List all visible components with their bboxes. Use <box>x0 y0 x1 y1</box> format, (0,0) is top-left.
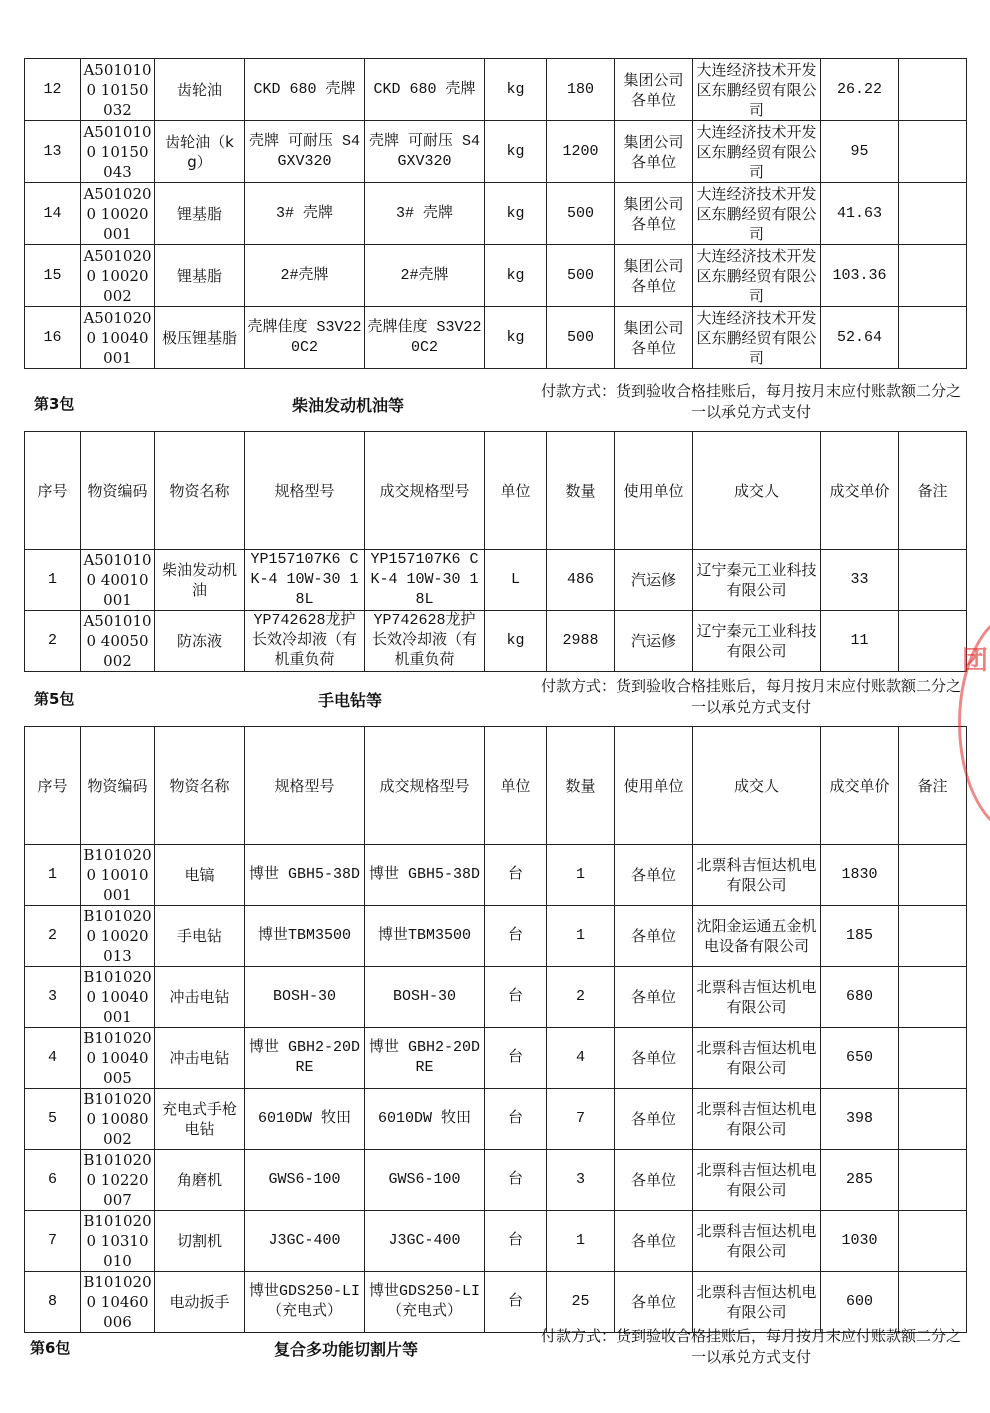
material-code-cell: A5010100 40050002 <box>81 611 155 672</box>
material-name-cell: 极压锂基脂 <box>155 307 245 369</box>
material-code-cell: A5010200 10020002 <box>81 245 155 307</box>
unit-price-cell: 680 <box>821 967 899 1028</box>
package-3-payment-terms: 付款方式：货到验收合格挂账后，每月按月末应付账款额二分之一以承兑方式支付 <box>540 382 961 421</box>
unit-cell: L <box>485 550 547 611</box>
deal-specification-cell: YP742628龙护长效冷却液（有机重负荷 <box>365 611 485 672</box>
unit-cell: 台 <box>485 1211 547 1272</box>
unit-cell: 台 <box>485 845 547 906</box>
material-code-cell: B1010200 10080002 <box>81 1089 155 1150</box>
row-number-cell: 15 <box>25 245 81 307</box>
material-name-cell: 角磨机 <box>155 1150 245 1211</box>
table-row <box>25 906 967 967</box>
quantity-cell: 1 <box>547 1211 615 1272</box>
row-number-cell: 16 <box>25 307 81 369</box>
unit-cell: 台 <box>485 906 547 967</box>
package-5-table <box>24 726 967 1333</box>
vendor-cell: 沈阳金运通五金机电设备有限公司 <box>693 906 821 967</box>
row-number-cell: 14 <box>25 183 81 245</box>
vendor-cell: 辽宁秦元工业科技有限公司 <box>693 611 821 672</box>
material-name-cell: 切割机 <box>155 1211 245 1272</box>
material-code-cell: B1010200 10020013 <box>81 906 155 967</box>
remarks-cell <box>899 1211 967 1272</box>
remarks-cell <box>899 121 967 183</box>
table-row <box>25 845 967 906</box>
deal-specification-cell: J3GC-400 <box>365 1211 485 1272</box>
row-number-cell: 2 <box>25 611 81 672</box>
table-row <box>25 59 967 121</box>
row-number-cell: 6 <box>25 1150 81 1211</box>
header-material-name: 物资名称 <box>155 432 245 550</box>
using-unit-cell: 各单位 <box>615 1028 693 1089</box>
quantity-cell: 500 <box>547 245 615 307</box>
package-6-payment-terms: 付款方式：货到验收合格挂账后，每月按月末应付账款额二分之一以承兑方式支付 <box>540 1327 961 1366</box>
material-code-cell: B1010200 10010001 <box>81 845 155 906</box>
quantity-cell: 2988 <box>547 611 615 672</box>
row-number-cell: 2 <box>25 906 81 967</box>
quantity-cell: 500 <box>547 307 615 369</box>
remarks-cell <box>899 1028 967 1089</box>
using-unit-cell: 汽运修 <box>615 611 693 672</box>
unit-price-cell: 185 <box>821 906 899 967</box>
row-number-cell: 12 <box>25 59 81 121</box>
quantity-cell: 4 <box>547 1028 615 1089</box>
specification-cell: 2#壳牌 <box>245 245 365 307</box>
using-unit-cell: 集团公司各单位 <box>615 59 693 121</box>
quantity-cell: 500 <box>547 183 615 245</box>
specification-cell: 博世TBM3500 <box>245 906 365 967</box>
header-row-number: 序号 <box>25 727 81 845</box>
header-quantity: 数量 <box>547 432 615 550</box>
package-3-label: 第3包 <box>34 395 75 413</box>
material-code-cell: A5010200 10020001 <box>81 183 155 245</box>
material-name-cell: 锂基脂 <box>155 245 245 307</box>
unit-cell: 台 <box>485 1089 547 1150</box>
remarks-cell <box>899 1089 967 1150</box>
deal-specification-cell: YP157107K6 CK-4 10W-30 18L <box>365 550 485 611</box>
deal-specification-cell: 壳牌佳度 S3V220C2 <box>365 307 485 369</box>
deal-specification-cell: GWS6-100 <box>365 1150 485 1211</box>
material-name-cell: 电镐 <box>155 845 245 906</box>
deal-specification-cell: 3# 壳牌 <box>365 183 485 245</box>
table-row <box>25 121 967 183</box>
header-unit-price: 成交单价 <box>821 727 899 845</box>
remarks-cell <box>899 245 967 307</box>
deal-specification-cell: 博世 GBH5-38D <box>365 845 485 906</box>
table-row <box>25 1272 967 1333</box>
quantity-cell: 486 <box>547 550 615 611</box>
specification-cell: GWS6-100 <box>245 1150 365 1211</box>
header-unit: 单位 <box>485 727 547 845</box>
material-name-cell: 冲击电钻 <box>155 1028 245 1089</box>
row-number-cell: 8 <box>25 1272 81 1333</box>
using-unit-cell: 各单位 <box>615 1272 693 1333</box>
specification-cell: YP157107K6 CK-4 10W-30 18L <box>245 550 365 611</box>
table-row <box>25 611 967 672</box>
material-code-cell: B1010200 10040001 <box>81 967 155 1028</box>
quantity-cell: 1 <box>547 845 615 906</box>
using-unit-cell: 集团公司各单位 <box>615 245 693 307</box>
unit-price-cell: 285 <box>821 1150 899 1211</box>
quantity-cell: 7 <box>547 1089 615 1150</box>
material-code-cell: B1010200 10310010 <box>81 1211 155 1272</box>
row-number-cell: 1 <box>25 845 81 906</box>
material-name-cell: 齿轮油 <box>155 59 245 121</box>
unit-price-cell: 650 <box>821 1028 899 1089</box>
unit-cell: 台 <box>485 1028 547 1089</box>
using-unit-cell: 各单位 <box>615 845 693 906</box>
material-code-cell: B1010200 10460006 <box>81 1272 155 1333</box>
material-name-cell: 手电钻 <box>155 906 245 967</box>
package-3-table <box>24 431 967 672</box>
header-specification: 规格型号 <box>245 727 365 845</box>
unit-cell: kg <box>485 611 547 672</box>
unit-price-cell: 398 <box>821 1089 899 1150</box>
specification-cell: BOSH-30 <box>245 967 365 1028</box>
specification-cell: 6010DW 牧田 <box>245 1089 365 1150</box>
deal-specification-cell: 博世GDS250-LI（充电式） <box>365 1272 485 1333</box>
header-deal-specification: 成交规格型号 <box>365 432 485 550</box>
vendor-cell: 大连经济技术开发区东鹏经贸有限公司 <box>693 121 821 183</box>
header-quantity: 数量 <box>547 727 615 845</box>
deal-specification-cell: 2#壳牌 <box>365 245 485 307</box>
vendor-cell: 北票科吉恒达机电有限公司 <box>693 1211 821 1272</box>
using-unit-cell: 各单位 <box>615 1211 693 1272</box>
unit-price-cell: 33 <box>821 550 899 611</box>
specification-cell: 博世 GBH5-38D <box>245 845 365 906</box>
remarks-cell <box>899 1272 967 1333</box>
material-code-cell: A5010100 10150032 <box>81 59 155 121</box>
unit-price-cell: 103.36 <box>821 245 899 307</box>
vendor-cell: 大连经济技术开发区东鹏经贸有限公司 <box>693 245 821 307</box>
specification-cell: 博世 GBH2-20DRE <box>245 1028 365 1089</box>
vendor-cell: 北票科吉恒达机电有限公司 <box>693 1272 821 1333</box>
material-code-cell: A5010100 10150043 <box>81 121 155 183</box>
using-unit-cell: 集团公司各单位 <box>615 183 693 245</box>
unit-price-cell: 600 <box>821 1272 899 1333</box>
package-5-payment-terms: 付款方式：货到验收合格挂账后，每月按月末应付账款额二分之一以承兑方式支付 <box>540 677 961 716</box>
vendor-cell: 北票科吉恒达机电有限公司 <box>693 967 821 1028</box>
table-row <box>25 1150 967 1211</box>
material-name-cell: 齿轮油（kg） <box>155 121 245 183</box>
deal-specification-cell: 壳牌 可耐压 S4GXV320 <box>365 121 485 183</box>
package-6-title: 复合多功能切割片等 <box>274 1340 419 1359</box>
material-name-cell: 防冻液 <box>155 611 245 672</box>
unit-cell: 台 <box>485 1150 547 1211</box>
row-number-cell: 1 <box>25 550 81 611</box>
remarks-cell <box>899 1150 967 1211</box>
using-unit-cell: 汽运修 <box>615 550 693 611</box>
material-code-cell: B1010200 10040005 <box>81 1028 155 1089</box>
specification-cell: 3# 壳牌 <box>245 183 365 245</box>
table-row <box>25 967 967 1028</box>
vendor-cell: 北票科吉恒达机电有限公司 <box>693 1089 821 1150</box>
material-code-cell: A5010200 10040001 <box>81 307 155 369</box>
top-table <box>24 58 967 369</box>
material-code-cell: A5010100 40010001 <box>81 550 155 611</box>
header-row <box>25 432 967 550</box>
unit-price-cell: 52.64 <box>821 307 899 369</box>
remarks-cell <box>899 550 967 611</box>
unit-cell: kg <box>485 121 547 183</box>
specification-cell: 博世GDS250-LI（充电式） <box>245 1272 365 1333</box>
unit-price-cell: 26.22 <box>821 59 899 121</box>
using-unit-cell: 各单位 <box>615 1089 693 1150</box>
remarks-cell <box>899 967 967 1028</box>
header-material-code: 物资编码 <box>81 432 155 550</box>
table-row <box>25 1028 967 1089</box>
using-unit-cell: 各单位 <box>615 906 693 967</box>
table-row <box>25 550 967 611</box>
specification-cell: 壳牌佳度 S3V220C2 <box>245 307 365 369</box>
material-name-cell: 电动扳手 <box>155 1272 245 1333</box>
row-number-cell: 7 <box>25 1211 81 1272</box>
header-unit: 单位 <box>485 432 547 550</box>
remarks-cell <box>899 906 967 967</box>
header-remarks: 备注 <box>899 727 967 845</box>
row-number-cell: 4 <box>25 1028 81 1089</box>
specification-cell: CKD 680 壳牌 <box>245 59 365 121</box>
header-row-number: 序号 <box>25 432 81 550</box>
vendor-cell: 大连经济技术开发区东鹏经贸有限公司 <box>693 59 821 121</box>
vendor-cell: 大连经济技术开发区东鹏经贸有限公司 <box>693 183 821 245</box>
package-6-label: 第6包 <box>30 1339 71 1357</box>
unit-price-cell: 95 <box>821 121 899 183</box>
header-using-unit: 使用单位 <box>615 432 693 550</box>
remarks-cell <box>899 307 967 369</box>
specification-cell: J3GC-400 <box>245 1211 365 1272</box>
material-code-cell: B1010200 10220007 <box>81 1150 155 1211</box>
deal-specification-cell: BOSH-30 <box>365 967 485 1028</box>
table-row <box>25 183 967 245</box>
deal-specification-cell: 博世 GBH2-20DRE <box>365 1028 485 1089</box>
vendor-cell: 大连经济技术开发区东鹏经贸有限公司 <box>693 307 821 369</box>
material-name-cell: 充电式手枪电钻 <box>155 1089 245 1150</box>
red-seal-stamp-glyph: 团 <box>962 646 989 676</box>
remarks-cell <box>899 183 967 245</box>
using-unit-cell: 各单位 <box>615 1150 693 1211</box>
header-row <box>25 727 967 845</box>
using-unit-cell: 集团公司各单位 <box>615 121 693 183</box>
remarks-cell <box>899 59 967 121</box>
specification-cell: 壳牌 可耐压 S4GXV320 <box>245 121 365 183</box>
material-name-cell: 锂基脂 <box>155 183 245 245</box>
table-row <box>25 1089 967 1150</box>
table-row <box>25 245 967 307</box>
header-using-unit: 使用单位 <box>615 727 693 845</box>
row-number-cell: 13 <box>25 121 81 183</box>
vendor-cell: 北票科吉恒达机电有限公司 <box>693 1150 821 1211</box>
unit-cell: kg <box>485 307 547 369</box>
material-name-cell: 柴油发动机油 <box>155 550 245 611</box>
header-vendor: 成交人 <box>693 727 821 845</box>
row-number-cell: 3 <box>25 967 81 1028</box>
unit-cell: kg <box>485 245 547 307</box>
unit-price-cell: 1030 <box>821 1211 899 1272</box>
vendor-cell: 辽宁秦元工业科技有限公司 <box>693 550 821 611</box>
vendor-cell: 北票科吉恒达机电有限公司 <box>693 1028 821 1089</box>
unit-price-cell: 1830 <box>821 845 899 906</box>
remarks-cell <box>899 611 967 672</box>
row-number-cell: 5 <box>25 1089 81 1150</box>
quantity-cell: 25 <box>547 1272 615 1333</box>
header-vendor: 成交人 <box>693 432 821 550</box>
header-unit-price: 成交单价 <box>821 432 899 550</box>
quantity-cell: 1 <box>547 906 615 967</box>
header-material-name: 物资名称 <box>155 727 245 845</box>
deal-specification-cell: 6010DW 牧田 <box>365 1089 485 1150</box>
header-remarks: 备注 <box>899 432 967 550</box>
quantity-cell: 2 <box>547 967 615 1028</box>
unit-price-cell: 41.63 <box>821 183 899 245</box>
header-specification: 规格型号 <box>245 432 365 550</box>
unit-cell: kg <box>485 59 547 121</box>
vendor-cell: 北票科吉恒达机电有限公司 <box>693 845 821 906</box>
material-name-cell: 冲击电钻 <box>155 967 245 1028</box>
using-unit-cell: 集团公司各单位 <box>615 307 693 369</box>
unit-cell: 台 <box>485 967 547 1028</box>
header-material-code: 物资编码 <box>81 727 155 845</box>
unit-cell: 台 <box>485 1272 547 1333</box>
using-unit-cell: 各单位 <box>615 967 693 1028</box>
header-deal-specification: 成交规格型号 <box>365 727 485 845</box>
table-row <box>25 1211 967 1272</box>
quantity-cell: 3 <box>547 1150 615 1211</box>
unit-cell: kg <box>485 183 547 245</box>
quantity-cell: 1200 <box>547 121 615 183</box>
unit-price-cell: 11 <box>821 611 899 672</box>
package-5-label: 第5包 <box>34 690 75 708</box>
quantity-cell: 180 <box>547 59 615 121</box>
table-row <box>25 307 967 369</box>
specification-cell: YP742628龙护长效冷却液（有机重负荷 <box>245 611 365 672</box>
package-3-title: 柴油发动机油等 <box>292 396 405 415</box>
deal-specification-cell: CKD 680 壳牌 <box>365 59 485 121</box>
deal-specification-cell: 博世TBM3500 <box>365 906 485 967</box>
remarks-cell <box>899 845 967 906</box>
package-5-title: 手电钻等 <box>318 691 383 710</box>
